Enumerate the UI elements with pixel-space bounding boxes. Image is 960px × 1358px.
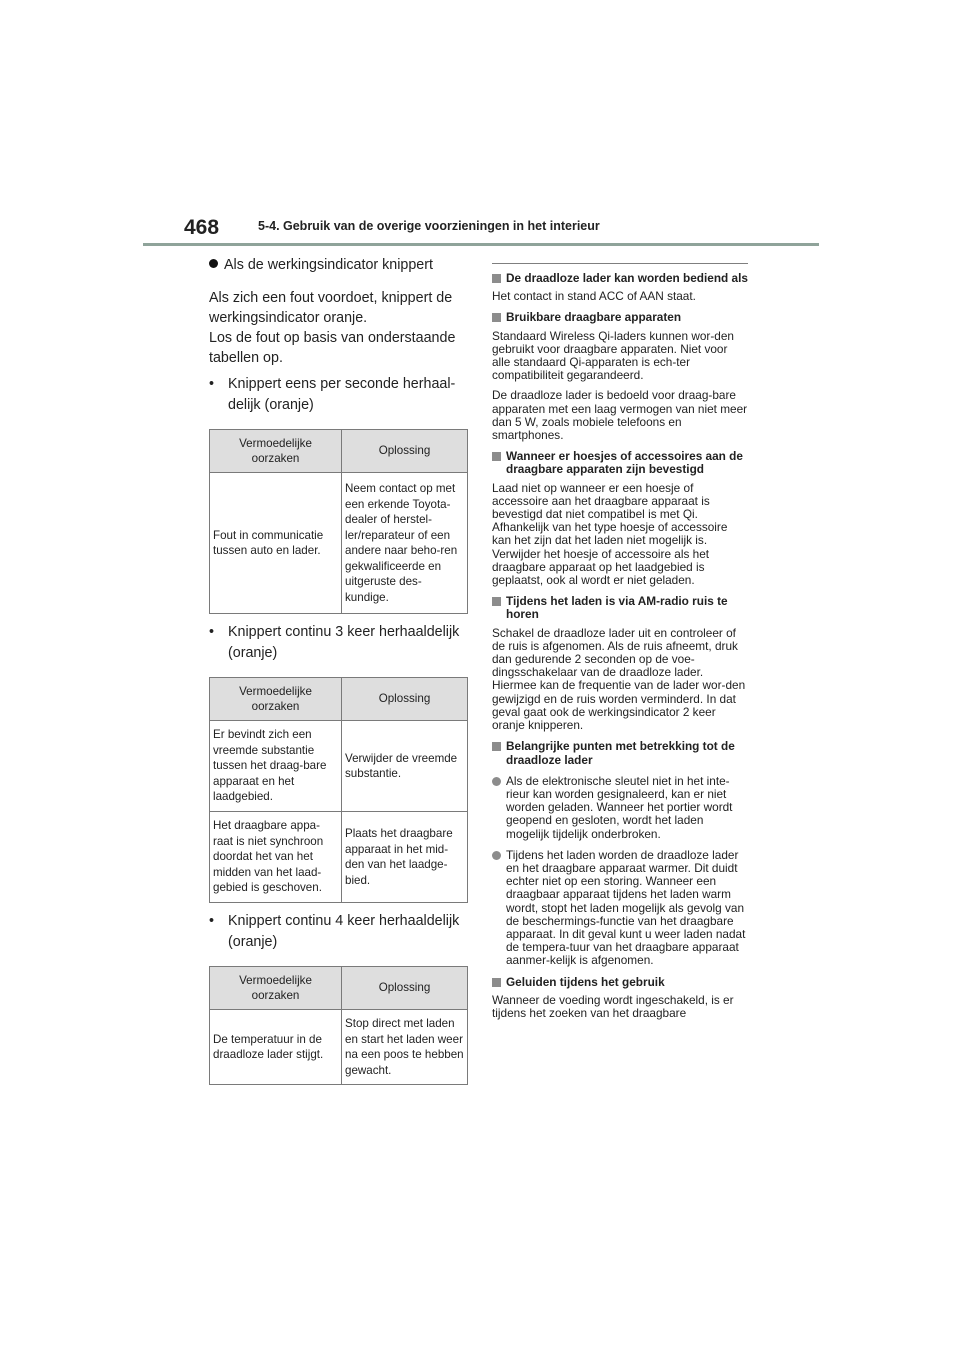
troubleshooting-table	[209, 429, 468, 614]
table-row	[210, 721, 468, 812]
subsection-heading: Geluiden tijdens het gebruik	[492, 976, 748, 989]
troubleshooting-table	[209, 677, 468, 903]
column-divider	[492, 263, 748, 264]
paragraph: De draadloze lader is bedoeld voor draag-bare apparaten met een laag vermogen van niet meer dan 5 W, zoals mobiele telefoons en smartphones.	[492, 388, 748, 443]
subsection-heading: Belangrijke punten met betrekking tot de draadloze lader	[492, 740, 748, 766]
table-row	[210, 812, 468, 903]
chapter-title: 5-4. Gebruik van de overige voorzieningen in het interieur	[258, 219, 600, 233]
blink-pattern-item: • Knippert eens per seconde herhaal-delijk (oranje)	[209, 374, 471, 416]
section-heading: Als de werkingsindicator knippert	[209, 256, 471, 275]
cause-cell: Het draagbare appa-raat is niet synchroon doordat het van het midden van het laad-gebied is geschoven.	[210, 812, 342, 903]
solution-cell: Plaats het draagbare apparaat in het mid-den van het laadge-bied.	[342, 812, 468, 903]
column-header-cause: Vermoedelijke oorzaken	[210, 678, 342, 721]
column-header-solution: Oplossing	[342, 967, 468, 1010]
column-header-solution: Oplossing	[342, 430, 468, 473]
cause-cell: Er bevindt zich een vreemde substantie tussen het draag-bare apparaat en het laadgebied.	[210, 721, 342, 812]
table-row	[210, 473, 468, 614]
square-bullet-icon	[492, 978, 501, 987]
square-bullet-icon	[492, 452, 501, 461]
column-header-cause: Vermoedelijke oorzaken	[210, 967, 342, 1010]
blink-pattern-item: • Knippert continu 3 keer herhaaldelijk (oranje)	[209, 622, 471, 664]
square-bullet-icon	[492, 742, 501, 751]
page-number: 468	[184, 216, 220, 239]
list-item: Als de elektronische sleutel niet in het inte-rieur kan worden gesignaleerd, kan er niet worden geladen. Wanneer het portier wordt geopend en gesloten, wordt het laden mogelijk tijdelijk onderbroken.	[492, 775, 748, 841]
solution-cell: Stop direct met laden en start het laden weer na een poos te hebben gewacht.	[342, 1010, 468, 1085]
paragraph: Het contact in stand ACC of AAN staat.	[492, 289, 696, 304]
cause-cell: Fout in communicatie tussen auto en lader.	[210, 473, 342, 614]
subsection-heading: Wanneer er hoesjes of accessoires aan de draagbare apparaten zijn bevestigd	[492, 450, 748, 476]
bullet-dot-icon: •	[209, 376, 215, 392]
troubleshooting-table	[209, 966, 468, 1085]
intro-paragraph: Los de fout op basis van onderstaande tabellen op.	[209, 330, 456, 366]
square-bullet-icon	[492, 597, 501, 606]
column-header-solution: Oplossing	[342, 678, 468, 721]
paragraph: Standaard Wireless Qi-laders kunnen wor-den gebruikt voor draagbare apparaten. Niet voor alle standaard Qi-apparaten is ech-ter compatibiliteit gegarandeerd.	[492, 328, 734, 383]
circle-bullet-icon	[492, 851, 501, 860]
bullet-dot-icon	[209, 259, 218, 268]
list-item: Tijdens het laden worden de draadloze lader en het draagbare apparaat warmer. Dit duidt echter niet op een storing. Wanneer een draagbaar apparaat tijdens het laden warm wordt, stopt het laden mogelijk als gevolg van de beschermings-functie van het draagbare apparaat. In dit geval kunt u weer laden nadat de tempera-tuur van het draagbare apparaat aanmer-kelijk is afgenomen.	[492, 849, 748, 968]
left-column	[209, 256, 471, 1085]
bullet-dot-icon: •	[209, 913, 215, 929]
table-row	[210, 1010, 468, 1085]
paragraph: Laad niet op wanneer er een hoesje of accessoire aan het draagbare apparaat is bevestigd dat niet compatibel is met Qi. Afhankelijk van het type hoesje of accessoire kan het zijn dat het laden niet mogelijk is. Verwijder het hoesje of accessoire als het draagbare apparaat op het laadgebied is geplaatst, ook al wordt er niet geladen.	[492, 480, 728, 588]
square-bullet-icon	[492, 313, 501, 322]
paragraph: Wanneer de voeding wordt ingeschakeld, is er tijdens het zoeken van het draagbare	[492, 992, 734, 1020]
cause-cell: De temperatuur in de draadloze lader stijgt.	[210, 1010, 342, 1085]
header-divider	[143, 243, 819, 246]
paragraph: Schakel de draadloze lader uit en controleer of de ruis is afgenomen. Als de ruis afneemt, druk dan gedurende 2 seconden op de voe-dingsschakelaar van de draadloze lader. Hiermee kan de frequentie van de lader wor-den gewijzigd en de ruis worden verminderd. In dat geval gaat ook de werkingsindicator 2 keer oranje knipperen.	[492, 625, 746, 733]
solution-cell: Verwijder de vreemde substantie.	[342, 721, 468, 812]
column-header-cause: Vermoedelijke oorzaken	[210, 430, 342, 473]
solution-cell: Neem contact op met een erkende Toyota-dealer of herstel-ler/reparateur of een andere naar beho-ren gekwalificeerde en uitgeruste des-kundige.	[342, 473, 468, 614]
blink-pattern-item: • Knippert continu 4 keer herhaaldelijk (oranje)	[209, 911, 471, 953]
bullet-dot-icon: •	[209, 624, 215, 640]
circle-bullet-icon	[492, 777, 501, 786]
intro-paragraph: Als zich een fout voordoet, knippert de werkingsindicator oranje.	[209, 290, 453, 326]
right-column	[492, 263, 748, 1020]
subsection-heading: Bruikbare draagbare apparaten	[492, 311, 748, 324]
page-header	[0, 0, 960, 250]
subsection-heading: Tijdens het laden is via AM-radio ruis te horen	[492, 595, 748, 621]
square-bullet-icon	[492, 274, 501, 283]
subsection-heading: De draadloze lader kan worden bediend als	[492, 272, 748, 285]
